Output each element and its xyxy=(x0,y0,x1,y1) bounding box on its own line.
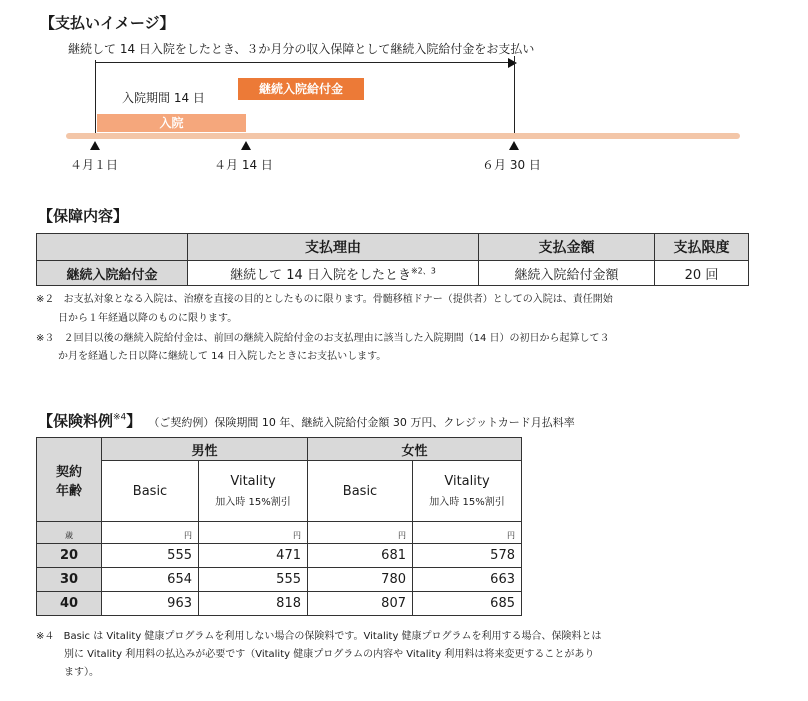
group-header-male: 男性 xyxy=(102,438,308,461)
table-subheader-row xyxy=(37,461,522,522)
period-label: 入院期間 14 日 xyxy=(122,91,205,105)
age-cell: 30 xyxy=(37,568,102,592)
note-line: ます）。 xyxy=(64,667,99,678)
age-header-line: 年齢 xyxy=(55,483,82,499)
table-header-blank xyxy=(37,234,188,261)
hospital-bar: 入院 xyxy=(97,114,246,132)
premium-cell: 654 xyxy=(102,568,199,592)
age-cell: 20 xyxy=(37,544,102,568)
premium-table xyxy=(36,437,522,616)
col-vitality-label: Vitality xyxy=(444,474,490,489)
note-line: 日から１年経過以降のものに限ります。 xyxy=(58,313,238,324)
benefit-badge: 継続入院給付金 xyxy=(238,78,364,100)
col-vitality xyxy=(199,461,308,522)
col-vitality-label: Vitality xyxy=(230,474,276,489)
age-cell: 40 xyxy=(37,592,102,616)
table-header: 支払限度 xyxy=(655,234,749,261)
premium-cell: 578 xyxy=(413,544,522,568)
yen-unit: 円 xyxy=(413,522,522,544)
note-line: か月を経過した日以降に継続して 14 日入院したときにお支払いします。 xyxy=(58,351,387,362)
coverage-note xyxy=(36,291,613,308)
note-mark: ※２ xyxy=(36,294,55,305)
col-vitality xyxy=(413,461,522,522)
premium-condition: （ご契約例）保険期間 10 年、継続入院給付金額 30 万円、クレジットカード月払料率 xyxy=(148,416,575,429)
note-line: お支払対象となる入院は、治療を直接の目的としたものに限ります。骨髄移植ドナー（提供者）としての入院は、責任開始 xyxy=(63,294,613,305)
table-row xyxy=(37,568,522,592)
note-mark: ※３ xyxy=(36,333,55,344)
note-line: ２回目以後の継続入院給付金は、前回の継続入院給付金のお支払理由に該当した入院期間（14 日）の初日から起算して３ xyxy=(63,333,610,344)
premium-cell: 555 xyxy=(199,568,308,592)
premium-cell: 807 xyxy=(308,592,413,616)
age-unit: 歳 xyxy=(37,522,102,544)
date-label: ４月１日 xyxy=(70,158,119,172)
group-header-female: 女性 xyxy=(308,438,522,461)
premium-cell: 963 xyxy=(102,592,199,616)
yen-unit: 円 xyxy=(199,522,308,544)
col-basic: Basic xyxy=(102,461,199,522)
premium-heading-text: 【保険料例 xyxy=(38,412,114,430)
table-row xyxy=(37,261,749,286)
timeline-axis xyxy=(66,133,740,139)
timeline-end-line xyxy=(514,56,515,138)
premium-cell: 681 xyxy=(308,544,413,568)
unit-row xyxy=(37,522,522,544)
reason-text: 継続して 14 日入院をしたとき xyxy=(230,267,411,283)
coverage-table xyxy=(36,233,749,286)
premium-heading-close: 】 xyxy=(126,412,142,430)
yen-unit: 円 xyxy=(308,522,413,544)
row-label: 継続入院給付金 xyxy=(37,261,188,286)
date-marker-icon xyxy=(509,141,519,150)
payment-caption: 継続して 14 日入院をしたとき、３か月分の収入保障として継続入院給付金をお支払い xyxy=(68,42,535,56)
arrow-right-icon xyxy=(508,58,517,68)
premium-cell: 818 xyxy=(199,592,308,616)
date-label: ４月 14 日 xyxy=(214,158,273,172)
reason-note: ※2、3 xyxy=(410,266,436,276)
table-header: 支払金額 xyxy=(479,234,655,261)
table-row xyxy=(37,544,522,568)
date-marker-icon xyxy=(241,141,251,150)
coverage-heading: 【保障内容】 xyxy=(38,207,129,225)
timeline-arrow-line xyxy=(95,62,511,63)
table-header: 支払理由 xyxy=(188,234,479,261)
premium-cell: 471 xyxy=(199,544,308,568)
timeline-start-line xyxy=(95,60,96,136)
col-vitality-sub: 加入時 15%割引 xyxy=(215,497,291,508)
age-header xyxy=(37,438,102,522)
age-header-line: 契約 xyxy=(55,464,82,480)
note-line: 別に Vitality 利用料の払込みが必要です（Vitality 健康プログラムの内容や Vitality 利用料は将来変更することがあり xyxy=(64,649,595,660)
limit-cell: 20 回 xyxy=(655,261,749,286)
col-basic: Basic xyxy=(308,461,413,522)
coverage-note xyxy=(36,329,609,344)
premium-heading xyxy=(38,410,575,431)
premium-cell: 685 xyxy=(413,592,522,616)
table-header-row xyxy=(37,438,522,461)
table-row xyxy=(37,592,522,616)
reason-cell xyxy=(188,261,479,286)
yen-unit: 円 xyxy=(102,522,199,544)
date-marker-icon xyxy=(90,141,100,150)
note-mark: ※４ xyxy=(36,631,55,642)
date-label: ６月 30 日 xyxy=(482,158,541,172)
premium-cell: 663 xyxy=(413,568,522,592)
note-line: Basic は Vitality 健康プログラムを利用しない場合の保険料です。Vitality 健康プログラムを利用する場合、保険料とは xyxy=(63,631,602,642)
premium-cell: 555 xyxy=(102,544,199,568)
amount-cell: 継続入院給付金額 xyxy=(479,261,655,286)
premium-heading-note: ※4 xyxy=(113,412,127,423)
premium-cell: 780 xyxy=(308,568,413,592)
payment-image-heading: 【支払いイメージ】 xyxy=(40,14,175,32)
premium-note xyxy=(36,627,601,642)
col-vitality-sub: 加入時 15%割引 xyxy=(429,497,505,508)
table-header-row xyxy=(37,234,749,261)
